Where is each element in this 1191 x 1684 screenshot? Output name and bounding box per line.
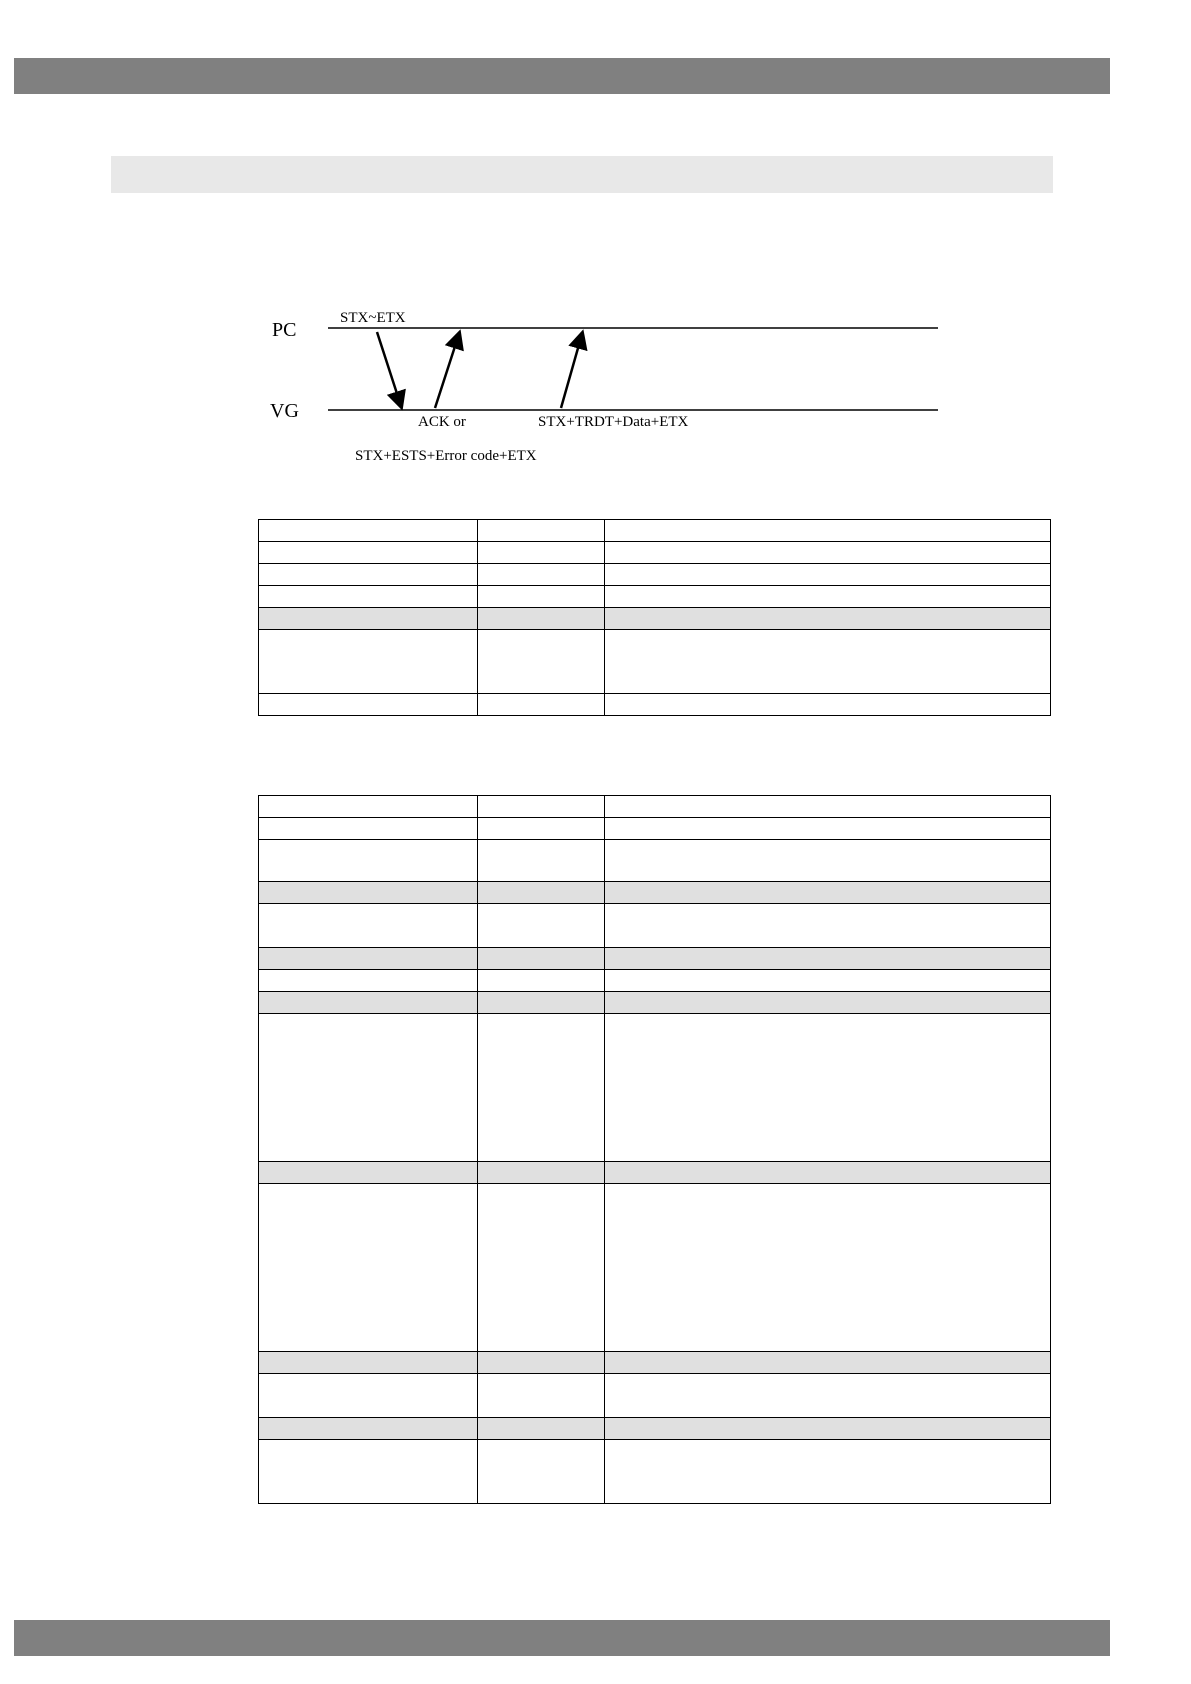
table-row (259, 1184, 1051, 1352)
table-cell (259, 608, 478, 630)
table-cell (605, 840, 1051, 882)
table-row (259, 1374, 1051, 1418)
table-cell (259, 970, 478, 992)
table-cell (605, 1184, 1051, 1352)
table-cell (605, 948, 1051, 970)
table-cell (478, 948, 605, 970)
table-row (259, 948, 1051, 970)
table-cell (478, 1440, 605, 1504)
request-message-label: STX~ETX (340, 310, 406, 326)
table-cell (605, 608, 1051, 630)
table-row (259, 1440, 1051, 1504)
table-cell (478, 904, 605, 948)
section-heading-band (111, 156, 1053, 193)
data-reply-arrow (561, 334, 582, 408)
table-cell (259, 1162, 478, 1184)
table-row (259, 992, 1051, 1014)
table-cell (478, 1014, 605, 1162)
table-cell (478, 840, 605, 882)
table-row (259, 586, 1051, 608)
table-cell (605, 970, 1051, 992)
table-row (259, 542, 1051, 564)
timing-diagram (260, 300, 960, 480)
table-cell (259, 1374, 478, 1418)
table-cell (478, 796, 605, 818)
table-cell (259, 694, 478, 716)
footer-bar (14, 1620, 1110, 1656)
table-row (259, 1418, 1051, 1440)
table-cell (605, 796, 1051, 818)
table-cell (259, 1014, 478, 1162)
table-row (259, 882, 1051, 904)
table-cell (478, 1162, 605, 1184)
table-cell (605, 630, 1051, 694)
header-bar (14, 58, 1110, 94)
table-cell (478, 970, 605, 992)
table-cell (259, 948, 478, 970)
table-cell (605, 818, 1051, 840)
table-row (259, 694, 1051, 716)
table-cell (605, 992, 1051, 1014)
table-cell (605, 586, 1051, 608)
table-cell (605, 1352, 1051, 1374)
table-cell (478, 1352, 605, 1374)
table-cell (478, 564, 605, 586)
error-reply-message-label: STX+ESTS+Error code+ETX (355, 448, 537, 464)
table-cell (259, 904, 478, 948)
table-row (259, 818, 1051, 840)
vg-line-label: VG (270, 400, 299, 422)
table-row (259, 840, 1051, 882)
table-cell (478, 542, 605, 564)
table-cell (605, 1162, 1051, 1184)
table-cell (478, 694, 605, 716)
reply-message-label: ACK or (418, 414, 466, 430)
table-cell (478, 608, 605, 630)
table-cell (259, 1184, 478, 1352)
table-row (259, 1352, 1051, 1374)
response-format-table (258, 795, 1051, 1504)
table-cell (259, 796, 478, 818)
table-cell (259, 992, 478, 1014)
table-cell (478, 1184, 605, 1352)
table-cell (259, 1418, 478, 1440)
table-row (259, 904, 1051, 948)
table-cell (259, 882, 478, 904)
table-cell (605, 904, 1051, 948)
table-cell (605, 542, 1051, 564)
table-row (259, 520, 1051, 542)
table-cell (605, 1374, 1051, 1418)
table-row (259, 608, 1051, 630)
table-row (259, 970, 1051, 992)
table-cell (259, 818, 478, 840)
table-cell (605, 1418, 1051, 1440)
data-reply-message-label: STX+TRDT+Data+ETX (538, 414, 689, 430)
table-cell (259, 542, 478, 564)
table-cell (478, 992, 605, 1014)
table-cell (259, 630, 478, 694)
table-cell (478, 630, 605, 694)
table-row (259, 1162, 1051, 1184)
table-cell (478, 882, 605, 904)
table-row (259, 1014, 1051, 1162)
command-format-table (258, 519, 1051, 716)
table-cell (259, 564, 478, 586)
table-cell (259, 1352, 478, 1374)
table-cell (259, 586, 478, 608)
table-cell (605, 520, 1051, 542)
table-row (259, 796, 1051, 818)
table-row (259, 564, 1051, 586)
table-cell (259, 1440, 478, 1504)
table-cell (259, 520, 478, 542)
table-cell (478, 1418, 605, 1440)
table-cell (478, 1374, 605, 1418)
table-cell (605, 564, 1051, 586)
table-cell (605, 1014, 1051, 1162)
reply-arrow (435, 334, 459, 408)
table-cell (605, 882, 1051, 904)
table-row (259, 630, 1051, 694)
table-cell (478, 520, 605, 542)
table-cell (478, 818, 605, 840)
table-cell (605, 694, 1051, 716)
request-arrow (377, 332, 401, 406)
pc-line-label: PC (272, 319, 297, 341)
table-cell (605, 1440, 1051, 1504)
table-cell (478, 586, 605, 608)
table-cell (259, 840, 478, 882)
